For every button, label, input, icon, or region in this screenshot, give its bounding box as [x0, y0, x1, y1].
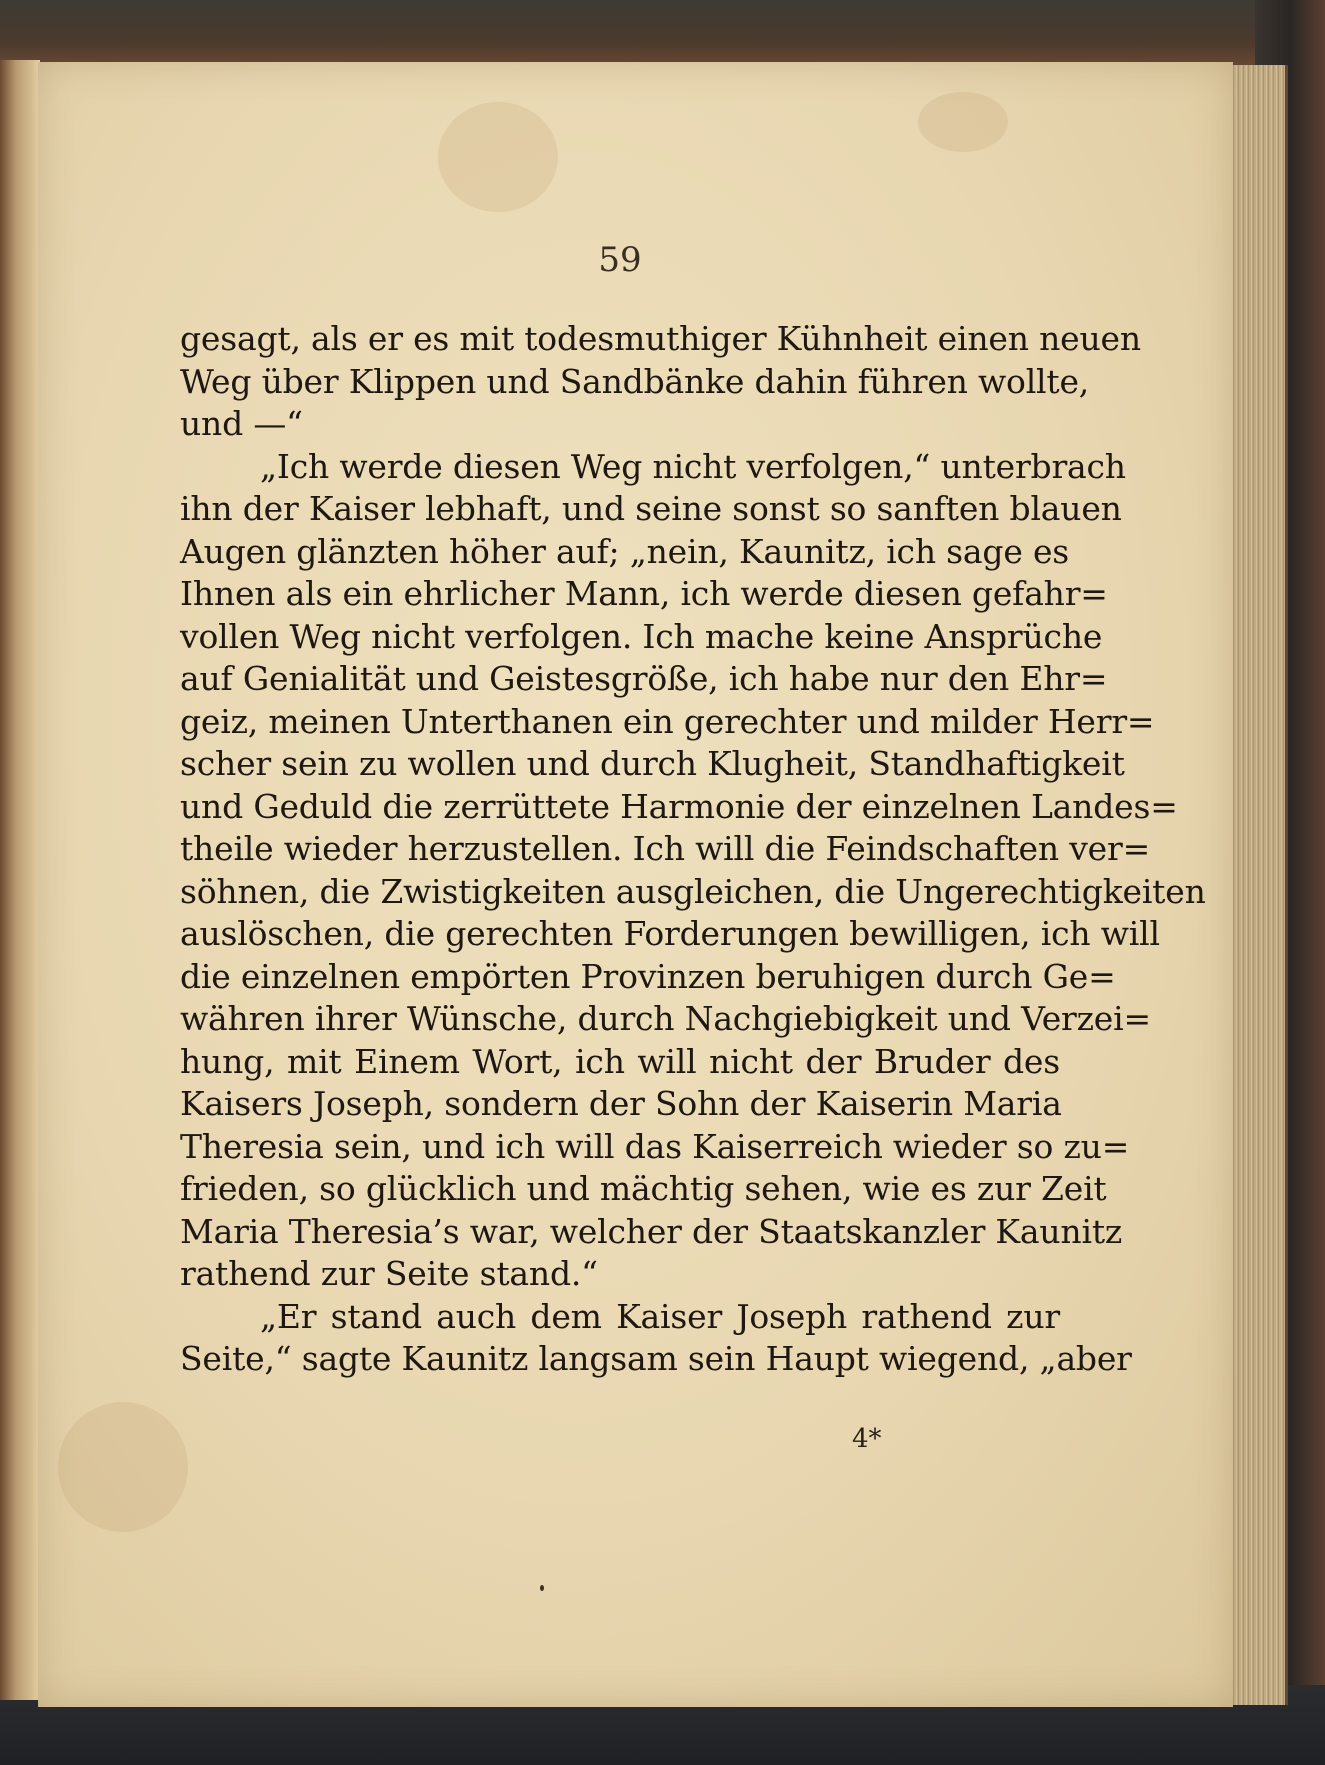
text-line: Ihnen als ein ehrlicher Mann, ich werde diesen gefahr= [180, 574, 1108, 613]
paper-stain [58, 1402, 188, 1532]
text-line: auf Genialität und Geistesgröße, ich habe nur den Ehr= [180, 659, 1108, 698]
text-line: „Ich werde diesen Weg nicht verfolgen,“ unterbrach [260, 446, 1126, 486]
text-line: söhnen, die Zwistigkeiten ausgleichen, die Ungerechtigkeiten [180, 871, 1206, 911]
paper-stain [918, 92, 1008, 152]
text-line: „Er stand auch dem Kaiser Joseph rathend zur [260, 1296, 1060, 1336]
text-line: geiz, meinen Unterthanen ein gerechter und milder Herr= [180, 701, 1155, 741]
ink-speck [540, 1585, 544, 1591]
paper-stain [438, 102, 558, 212]
text-line: ihn der Kaiser lebhaft, und seine sonst so sanften blauen [180, 489, 1122, 528]
text-line: Kaisers Joseph, sondern der Sohn der Kaiserin Maria [180, 1084, 1062, 1123]
text-line: theile wieder herzustellen. Ich will die Feindschaften ver= [180, 829, 1151, 868]
printer-signature-mark: 4* [852, 1424, 882, 1454]
text-line: gesagt, als er es mit todesmuthiger Kühnheit einen neuen [180, 319, 1141, 358]
text-line: vollen Weg nicht verfolgen. Ich mache keine Ansprüche [180, 616, 1103, 656]
text-line: rathend zur Seite stand.“ [180, 1254, 598, 1293]
text-line: Maria Theresia’s war, welcher der Staatskanzler Kaunitz [180, 1211, 1123, 1251]
text-line: Theresia sein, und ich will das Kaiserreich wieder so zu= [180, 1126, 1130, 1166]
body-text [180, 318, 1206, 1381]
text-line: scher sein zu wollen und durch Klugheit, Standhaftigkeit [180, 744, 1125, 783]
facing-page-edge [0, 60, 40, 1700]
text-line: hung, mit Einem Wort, ich will nicht der Bruder des [180, 1041, 1060, 1081]
text-line: und Geduld die zerrüttete Harmonie der einzelnen Landes= [180, 786, 1178, 826]
text-line: auslöschen, die gerechten Forderungen bewilligen, ich will [180, 914, 1160, 953]
text-line: frieden, so glücklich und mächtig sehen, wie es zur Zeit [180, 1169, 1107, 1208]
text-line: Augen glänzten höher auf; „nein, Kaunitz, ich sage es [180, 531, 1070, 571]
book-cover-top [0, 0, 1325, 70]
text-line: Seite,“ sagte Kaunitz langsam sein Haupt wiegend, „aber [180, 1339, 1132, 1378]
text-line: und —“ [180, 404, 303, 443]
text-line: währen ihrer Wünsche, durch Nachgiebigkeit und Verzei= [180, 999, 1151, 1038]
text-line: die einzelnen empörten Provinzen beruhigen durch Ge= [180, 956, 1116, 996]
page-number: 59 [598, 240, 642, 280]
text-line: Weg über Klippen und Sandbänke dahin führen wollte, [180, 361, 1090, 401]
